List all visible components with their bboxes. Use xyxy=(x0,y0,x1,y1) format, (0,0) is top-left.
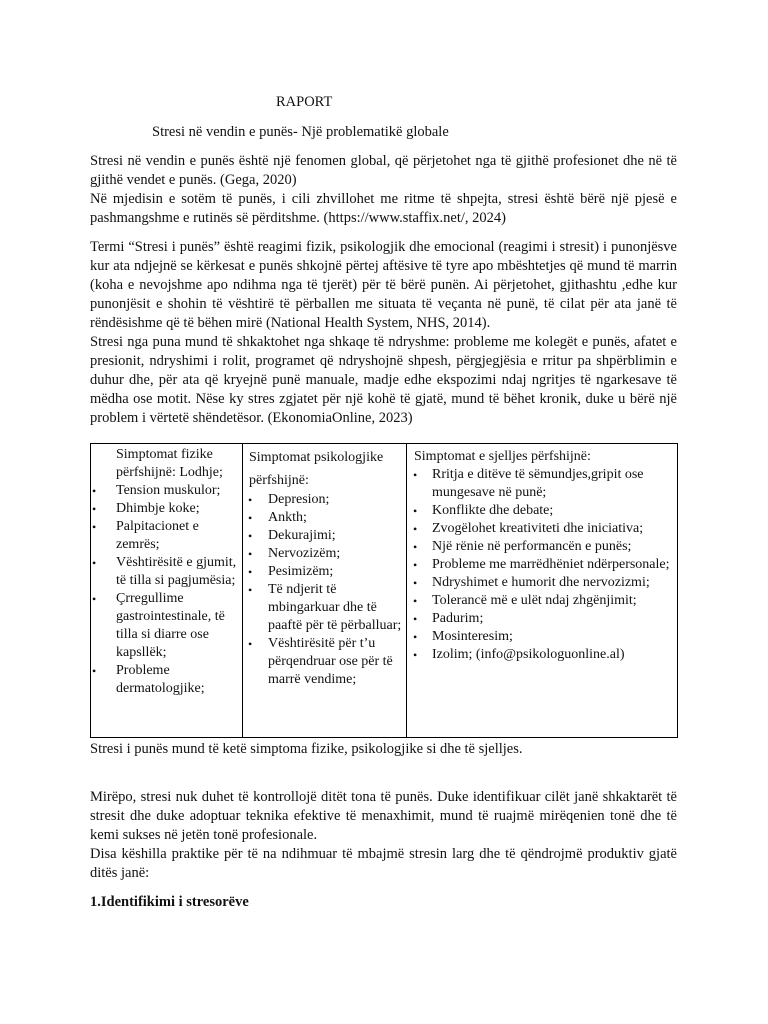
physical-symptoms-header: Simptomat fizike përfshijnë: Lodhje; xyxy=(116,447,223,480)
list-item: • Palpitacionet e zemrës; xyxy=(92,519,199,552)
list-item: • Ankth; xyxy=(248,510,307,525)
bullet-icon: • xyxy=(92,556,97,570)
list-item: • Pesimizëm; xyxy=(248,564,334,579)
list-item: • Vështirësitë e gjumit, të tilla si pagjumësia; xyxy=(92,555,237,588)
psychological-symptoms-list xyxy=(243,491,405,689)
bullet-icon: • xyxy=(413,648,418,662)
list-item: • Tension muskulor; xyxy=(92,483,221,498)
list-item: • Depresion; xyxy=(248,492,330,507)
advice-paragraph xyxy=(90,788,677,883)
list-item: • Konflikte dhe debate; xyxy=(413,503,554,518)
section-heading: 1.Identifikimi i stresorëve xyxy=(90,894,249,910)
bullet-icon: • xyxy=(413,504,418,518)
list-item: • Padurim; xyxy=(413,611,484,626)
behavioral-symptoms-column xyxy=(407,444,677,737)
bullet-icon: • xyxy=(92,664,97,678)
advice-paragraph-part2: Disa këshilla praktike për të na ndihmuar të mbajmë stresin larg dhe të qëndrojmë produktiv gjatë ditës janë: xyxy=(90,846,677,881)
bullet-icon: • xyxy=(248,547,253,561)
bullet-icon: • xyxy=(413,540,418,554)
bullet-icon: • xyxy=(413,558,418,572)
list-item: • Të ndjerit të mbingarkuar dhe të paaftë për të përballuar; xyxy=(248,582,402,633)
list-item: • Ndryshimet e humorit dhe nervozizmi; xyxy=(413,575,650,590)
intro-paragraph xyxy=(90,152,677,228)
bullet-icon: • xyxy=(248,637,253,651)
bullet-icon: • xyxy=(92,502,97,516)
list-item: • Rritja e ditëve të sëmundjes,gripit ose mungesave në punë; xyxy=(413,467,644,500)
physical-symptoms-list xyxy=(91,482,241,698)
bullet-icon: • xyxy=(413,576,418,590)
bullet-icon: • xyxy=(413,630,418,644)
list-item: • Probleme me marrëdhëniet ndërpersonale; xyxy=(413,557,670,572)
bullet-icon: • xyxy=(92,520,97,534)
bullet-icon: • xyxy=(92,484,97,498)
list-item: • Vështirësitë për t’u përqendruar ose për të marrë vendime; xyxy=(248,636,393,687)
advice-paragraph-part1: Mirëpo, stresi nuk duhet të kontrollojë ditët tona të punës. Duke identifikuar cilët janë shkaktarët të stresit dhe duke adoptuar teknika efektive të menaxhimit, mund të ruajmë mirëqenien tonë dhe të kemi sukses në jetën tonë profesionale. xyxy=(90,789,677,843)
list-item: • Probleme dermatologjike; xyxy=(92,663,205,696)
list-item: • Dekurajimi; xyxy=(248,528,336,543)
definition-paragraph-part1: Termi “Stresi i punës” është reagimi fizik, psikologjik dhe emocional (reagimi i stresit) i punonjësve kur ata ndjejnë se kërkesat e punës shkojnë përtej aftësive të tyre apo mbështetjes që mund të marrin (koha e nevojshme apo ndihma nga të tjerët) për të bërë punën. Ai përjetohet, gjithashtu ,edhe kur punonjësit e shohin të vështirë të përballen me situata të veçanta në punë, të cilat për ata janë të rëndësishme që të bëhen mirë (National Health System, NHS, 2014). xyxy=(90,239,677,331)
list-item: • Dhimbje koke; xyxy=(92,501,200,516)
definition-paragraph xyxy=(90,238,677,428)
list-item: • Zvogëlohet kreativiteti dhe iniciativa; xyxy=(413,521,644,536)
psychological-symptoms-column xyxy=(243,444,407,737)
report-subtitle: Stresi në vendin e punës- Një problematikë globale xyxy=(152,124,449,140)
behavioral-symptoms-header: Simptomat e sjelljes përfshijnë: xyxy=(414,449,591,464)
report-title: RAPORT xyxy=(276,94,333,110)
bullet-icon: • xyxy=(413,612,418,626)
bullet-icon: • xyxy=(248,493,253,507)
table-caption: Stresi i punës mund të ketë simptoma fizike, psikologjike si dhe të sjelljes. xyxy=(90,741,523,757)
bullet-icon: • xyxy=(248,511,253,525)
psychological-symptoms-header: Simptomat psikologjike përfshijnë: xyxy=(249,450,384,488)
physical-symptoms-column xyxy=(91,444,243,737)
list-item: • Çrregullime gastrointestinale, të tilla si diarre ose kapsllëk; xyxy=(92,591,225,660)
list-item: • Nervozizëm; xyxy=(248,546,341,561)
bullet-icon: • xyxy=(413,594,418,608)
behavioral-symptoms-list xyxy=(407,466,675,664)
list-item: • Mosinteresim; xyxy=(413,629,513,644)
list-item: • Izolim; (info@psikologuonline.al) xyxy=(413,647,625,662)
bullet-icon: • xyxy=(248,565,253,579)
definition-paragraph-part2: Stresi nga puna mund të shkaktohet nga shkaqe të ndryshme: probleme me kolegët e punës, afatet e presionit, ndryshimi i rolit, programet që ndryshojnë shpesh, përgjegjësia e rritur pa shpërblimin e duhur dhe, për ata që kryejnë punë manuale, madje edhe ekspozimi ndaj ngritjes të ngarkesave të mëdha ose motit. Nëse ky stres zgjatet për një kohë të gjatë, mund të bëhet kronik, duke u bërë një problem i vërtetë shëndetësor. (EkonomiaOnline, 2023) xyxy=(90,334,677,426)
intro-paragraph-part2: Në mjedisin e sotëm të punës, i cili zhvillohet me ritme të shpejta, stresi është bërë një pjesë e pashmangshme e rutinës së përditshme. (https://www.staffix.net/, 2024) xyxy=(90,191,677,226)
list-item: • Një rënie në performancën e punës; xyxy=(413,539,632,554)
symptoms-table xyxy=(90,443,678,738)
list-item: • Tolerancë më e ulët ndaj zhgënjimit; xyxy=(413,593,637,608)
bullet-icon: • xyxy=(413,522,418,536)
intro-paragraph-part1: Stresi në vendin e punës është një fenomen global, që përjetohet nga të gjithë profesionet dhe në të gjithë vendet e punës. (Gega, 2020) xyxy=(90,153,677,188)
bullet-icon: • xyxy=(248,529,253,543)
bullet-icon: • xyxy=(248,583,253,597)
bullet-icon: • xyxy=(92,592,97,606)
bullet-icon: • xyxy=(413,468,418,482)
